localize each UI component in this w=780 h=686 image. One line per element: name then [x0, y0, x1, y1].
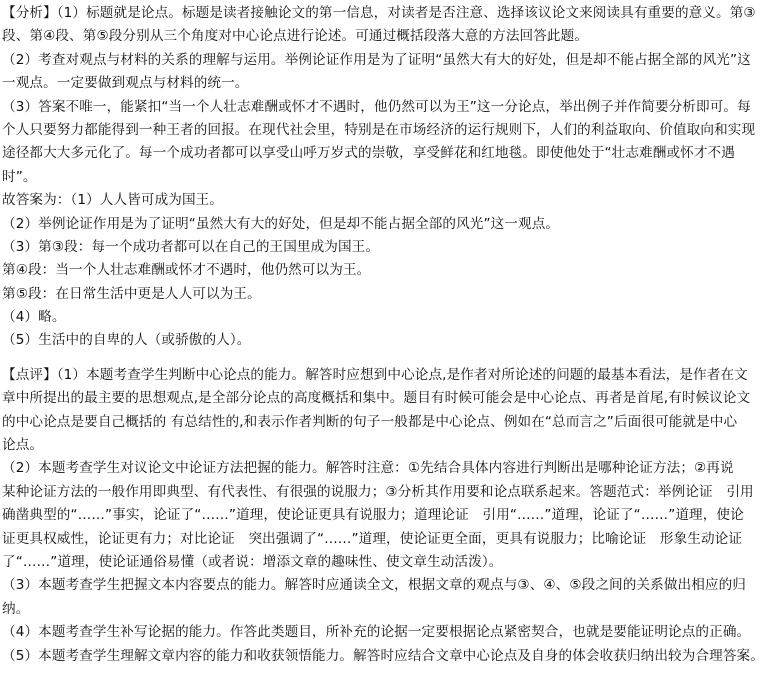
comment-line: 章中所提出的最主要的思想观点,是全部分论点的高度概括和集中。题目有时候可能会是中心论点、再者是首尾,有时候议论文	[2, 390, 751, 407]
comment-line: 了“……”道理，使论证通俗易懂（或者说：增添文章的趣味性、使文章生动活泼）。	[2, 553, 503, 570]
answer-line: （3）第③段：每一个成功者都可以在自己的王国里成为国王。	[2, 238, 380, 255]
comment-line: 论点。	[2, 437, 44, 454]
analysis-line: 个人只要努力都能得到一种王者的回报。在现代社会里，特别是在市场经济的运行规则下，人们的利益取向、价值取向和实现	[2, 121, 756, 138]
comment-line: 的中心论点是要自己概括的 有总结性的,和表示作者判断的句子一般都是中心论点、例如在“总而言之”后面很可能就是中心	[2, 413, 738, 430]
comment-line: （3）本题考查学生把握文本内容要点的能力。解答时应通读全文，根据文章的观点与③、④、⑤段之间的关系做出相应的归	[2, 577, 746, 594]
section-spacer	[2, 353, 780, 364]
answer-line: （4）略。	[2, 309, 66, 326]
comment-line: （2）本题考查学生对议论文中论证方法把握的能力。解答时注意：①先结合具体内容进行判断出是哪种论证方法；②再说	[2, 460, 734, 477]
answer-line: （5）生活中的自卑的人（或骄傲的人）。	[2, 332, 251, 349]
analysis-line: 段、第④段、第⑤段分别从三个角度对中心论点进行论述。可通过概括段落大意的方法回答此题。	[2, 28, 589, 45]
analysis-line: 途径都大大多元化了。每一个成功者都可以享受山呼万岁式的崇敬，享受鲜花和红地毯。即使他处于“壮志难酬或怀才不遇	[2, 145, 735, 162]
analysis-line: （2）考查对观点与材料的关系的理解与运用。举例论证作用是为了证明“虽然大有大的好处，但是却不能占据全部的风光”这	[2, 51, 751, 68]
analysis-line: （3）答案不唯一，能紧扣“当一个人壮志难酬或怀才不遇时，他仍然可以为王”这一分论点，举出例子并作简要分析即可。每	[2, 98, 751, 115]
answer-line: 故答案为：（1）人人皆可成为国王。	[2, 192, 224, 209]
analysis-line: 一观点。一定要做到观点与材料的统一。	[2, 75, 249, 92]
answer-line: 第⑤段：在日常生活中更是人人可以为王。	[2, 285, 261, 302]
answer-line: （2）举例论证作用是为了证明“虽然大有大的好处，但是却不能占据全部的风光”这一观点。	[2, 215, 560, 232]
analysis-line: 时”。	[2, 168, 37, 185]
comment-line: （4）本题考查学生补写论据的能力。作答此类题目，所补充的论据一定要根据论点紧密契合，也就是要能证明论点的正确。	[2, 624, 751, 641]
comment-line: 确凿典型的“……”事实，论证了“……”道理，使论证更具有说服力；道理论证 引用“……”道理，论证了“……”道理，使论	[2, 507, 744, 524]
comment-line: 【点评】（1）本题考查学生判断中心论点的能力。解答时应想到中心论点,是作者对所论述的问题的最基本看法，是作者在文	[2, 366, 748, 383]
comment-line: 证更具权威性，论证更有力；对比论证 突出强调了“……”道理，使论证更全面，更具有说服力；比喻论证 形象生动论证	[2, 530, 743, 547]
analysis-section	[2, 2, 780, 353]
answer-line: 第④段：当一个人壮志难酬或怀才不遇时，他仍然可以为王。	[2, 262, 371, 279]
analysis-line: 【分析】（1）标题就是论点。标题是读者接触论文的第一信息，对读者是否注意、选择该议论文来阅读具有重要的意义。第③	[2, 5, 756, 21]
comment-section	[2, 364, 780, 668]
comment-line: 某种论证方法的一般作用即典型、有代表性、有很强的说服力；③分析其作用要和论点联系起来。答题范式：举例论证 引用	[2, 483, 754, 500]
comment-line: （5）本题考查学生理解文章内容的能力和收获领悟能力。解答时应结合文章中心论点及自身的体会收获归纳出较为合理答案。	[2, 647, 764, 664]
comment-line: 纳。	[2, 600, 30, 617]
